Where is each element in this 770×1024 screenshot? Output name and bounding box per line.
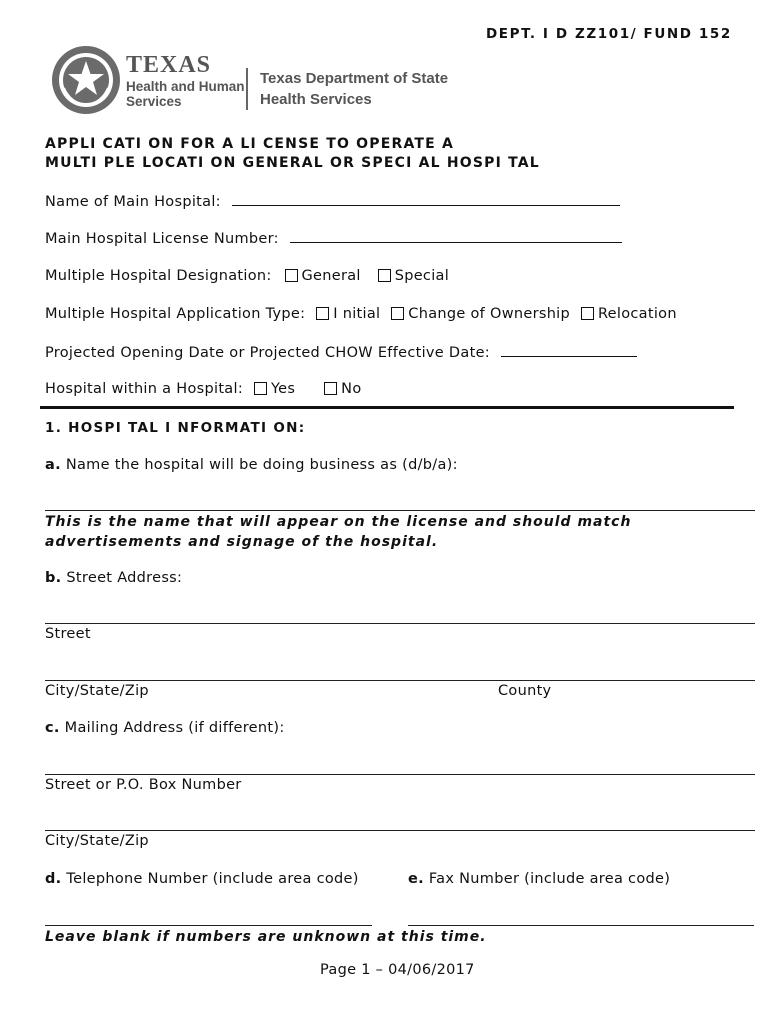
county-caption: County	[498, 683, 552, 699]
mailing-street-caption: Street or P.O. Box Number	[45, 777, 242, 793]
city-state-zip-caption: City/State/Zip	[45, 683, 149, 699]
designation-special-checkbox[interactable]	[378, 269, 391, 282]
hhs-logo-line1: Health and Human	[126, 79, 245, 94]
license-number-input[interactable]	[290, 230, 622, 243]
app-type-relocation-label: Relocation	[597, 306, 677, 322]
hhs-logo-title: TEXAS	[126, 52, 212, 78]
app-type-row	[45, 306, 677, 322]
app-type-label: Multiple Hospital Application Type:	[45, 306, 306, 322]
hwh-row	[45, 381, 362, 397]
telephone-label: Telephone Number (include area code)	[66, 871, 359, 887]
form-title-line1: APPLI CATI ON FOR A LI CENSE TO OPERATE A	[45, 136, 455, 152]
opening-date-label: Projected Opening Date or Projected CHOW Effective Date:	[45, 345, 490, 361]
opening-date-row	[45, 344, 637, 361]
form-title-line2: MULTI PLE LOCATI ON GENERAL OR SPECI AL HOSPI TAL	[45, 155, 540, 171]
app-type-initial-checkbox[interactable]	[316, 307, 329, 320]
street-input[interactable]	[45, 623, 755, 624]
hwh-no-label: No	[341, 381, 362, 397]
texas-seal-icon	[50, 44, 122, 116]
opening-date-input[interactable]	[501, 344, 637, 357]
street-caption: Street	[45, 626, 91, 642]
mailing-address-letter: c.	[45, 720, 60, 736]
telephone-row	[45, 871, 359, 887]
section1-heading: 1. HOSPI TAL I NFORMATI ON:	[45, 420, 306, 436]
city-state-zip-input[interactable]	[45, 680, 755, 681]
designation-row	[45, 268, 449, 284]
mailing-street-input[interactable]	[45, 774, 755, 775]
main-hospital-input[interactable]	[232, 193, 620, 206]
street-address-label: Street Address:	[66, 570, 183, 586]
street-address-letter: b.	[45, 570, 62, 586]
telephone-input[interactable]	[45, 925, 372, 926]
telephone-letter: d.	[45, 871, 62, 887]
dba-note-line2: advertisements and signage of the hospital.	[45, 534, 439, 550]
app-type-initial-label: I nitial	[333, 306, 381, 322]
dba-label: Name the hospital will be doing business as (d/b/a):	[65, 457, 458, 473]
fax-label: Fax Number (include area code)	[428, 871, 671, 887]
designation-general-checkbox[interactable]	[285, 269, 298, 282]
mailing-city-caption: City/State/Zip	[45, 833, 149, 849]
dshs-logo-line2: Health Services	[260, 91, 372, 108]
section-divider	[40, 406, 734, 409]
fax-letter: e.	[408, 871, 424, 887]
license-number-label: Main Hospital License Number:	[45, 231, 279, 247]
hwh-yes-label: Yes	[270, 381, 296, 397]
logo-divider	[246, 68, 248, 110]
fax-row	[408, 871, 670, 887]
page-footer: Page 1 – 04/06/2017	[320, 962, 475, 978]
app-type-relocation-checkbox[interactable]	[581, 307, 594, 320]
dba-row	[45, 457, 458, 473]
main-hospital-label: Name of Main Hospital:	[45, 194, 221, 210]
hhs-logo-line2: Services	[126, 94, 182, 109]
hwh-yes-checkbox[interactable]	[254, 382, 267, 395]
dba-letter: a.	[45, 457, 61, 473]
mailing-address-row	[45, 720, 285, 736]
hwh-label: Hospital within a Hospital:	[45, 381, 244, 397]
dba-note-line1: This is the name that will appear on the license and should match	[45, 514, 632, 530]
street-address-row	[45, 570, 182, 586]
mailing-address-label: Mailing Address (if different):	[64, 720, 285, 736]
dept-id: DEPT. I D ZZ101/ FUND 152	[486, 26, 732, 42]
fax-input[interactable]	[408, 925, 754, 926]
license-number-row	[45, 230, 622, 247]
mailing-city-input[interactable]	[45, 830, 755, 831]
app-type-chow-checkbox[interactable]	[391, 307, 404, 320]
hwh-no-checkbox[interactable]	[324, 382, 337, 395]
dba-input[interactable]	[45, 510, 755, 511]
main-hospital-row	[45, 193, 620, 210]
designation-general-label: General	[301, 268, 361, 284]
dshs-logo-line1: Texas Department of State	[260, 70, 449, 87]
designation-label: Multiple Hospital Designation:	[45, 268, 272, 284]
app-type-chow-label: Change of Ownership	[408, 306, 571, 322]
designation-special-label: Special	[394, 268, 450, 284]
leave-blank-note: Leave blank if numbers are unknown at this time.	[45, 929, 487, 945]
